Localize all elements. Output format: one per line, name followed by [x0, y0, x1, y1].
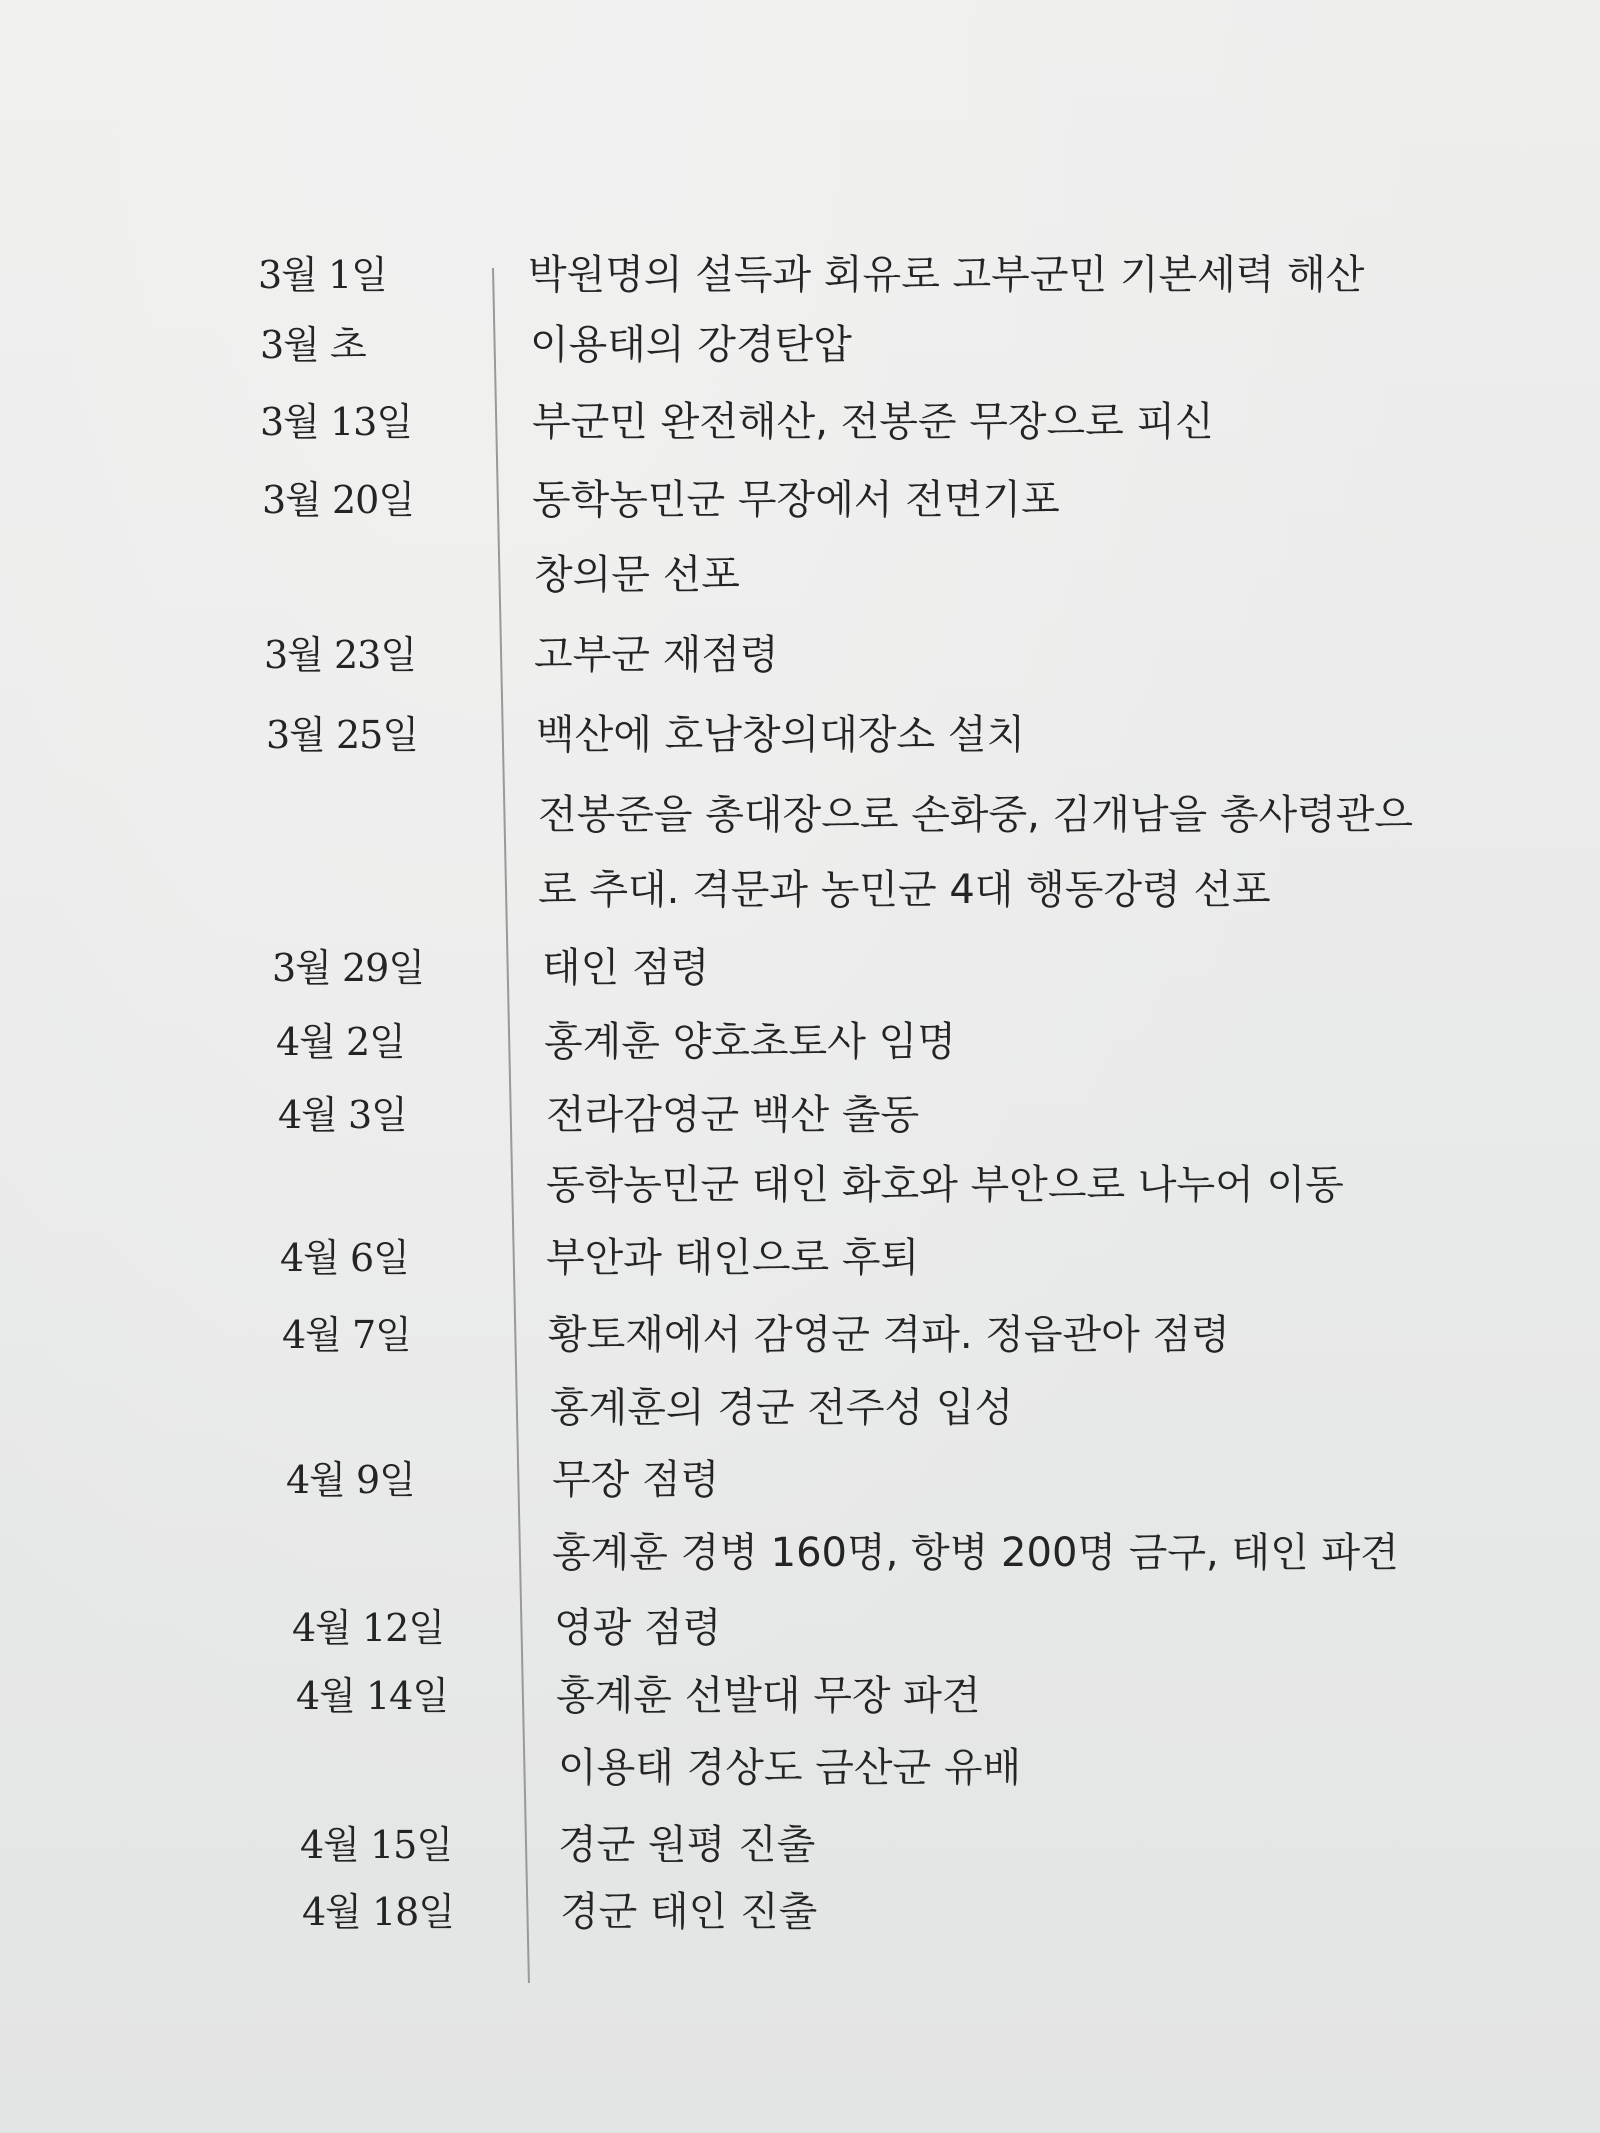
row-event: 영광 점령 — [554, 1605, 722, 1651]
row-date: 3월 초 — [260, 323, 366, 367]
timeline-row — [0, 785, 1600, 845]
timeline-row — [0, 245, 1600, 305]
row-event: 태인 점령 — [542, 945, 710, 991]
timeline-row — [0, 315, 1600, 375]
timeline-row — [0, 1815, 1600, 1875]
row-event: 무장 점령 — [552, 1457, 720, 1503]
row-date: 4월 2일 — [276, 1020, 405, 1064]
row-event: 홍계훈의 경군 전주성 입성 — [550, 1385, 1014, 1431]
row-event: 백산에 호남창의대장소 설치 — [536, 712, 1026, 758]
row-date: 3월 1일 — [258, 253, 387, 297]
timeline-row — [0, 1598, 1600, 1658]
row-date: 4월 6일 — [280, 1236, 409, 1280]
row-event: 홍계훈 양호초토사 임명 — [544, 1019, 956, 1065]
row-event: 전라감영군 백산 출동 — [546, 1092, 920, 1138]
row-event: 부군민 완전해산, 전봉준 무장으로 피신 — [532, 399, 1214, 445]
timeline-row — [0, 545, 1600, 605]
row-date: 3월 29일 — [272, 946, 425, 990]
row-event: 홍계훈 경병 160명, 항병 200명 금구, 태인 파견 — [552, 1530, 1399, 1576]
row-event: 동학농민군 태인 화호와 부안으로 나누어 이동 — [546, 1162, 1344, 1208]
timeline-row — [0, 1305, 1600, 1365]
row-date: 4월 12일 — [292, 1606, 445, 1650]
row-date: 4월 18일 — [302, 1890, 455, 1934]
row-event: 황토재에서 감영군 격파. 정읍관아 점령 — [548, 1312, 1230, 1358]
row-event: 경군 원평 진출 — [558, 1822, 816, 1868]
row-date: 3월 25일 — [266, 713, 419, 757]
row-date: 4월 9일 — [286, 1458, 415, 1502]
row-event: 창의문 선포 — [534, 552, 740, 598]
row-event: 고부군 재점령 — [534, 632, 779, 678]
row-event: 홍계훈 선발대 무장 파견 — [556, 1673, 981, 1719]
row-event: 전봉준을 총대장으로 손화중, 김개남을 총사령관으 — [538, 792, 1414, 838]
timeline-row — [0, 1882, 1600, 1942]
row-event: 박원명의 설득과 회유로 고부군민 기본세력 해산 — [528, 252, 1365, 298]
timeline-row — [0, 625, 1600, 685]
timeline-row — [0, 392, 1600, 452]
row-date: 4월 14일 — [296, 1674, 449, 1718]
row-event: 부안과 태인으로 후퇴 — [546, 1235, 920, 1281]
row-event: 이용태 경상도 금산군 유배 — [558, 1745, 1022, 1791]
timeline-row — [0, 1450, 1600, 1510]
row-date: 3월 20일 — [262, 478, 415, 522]
row-date: 4월 3일 — [278, 1093, 407, 1137]
row-event: 경군 태인 진출 — [560, 1889, 818, 1935]
timeline-row — [0, 705, 1600, 765]
timeline-row — [0, 938, 1600, 998]
row-date: 3월 13일 — [260, 400, 413, 444]
row-event: 이용태의 강경탄압 — [530, 322, 852, 368]
timeline-row — [0, 1228, 1600, 1288]
timeline-row — [0, 860, 1600, 920]
timeline-row — [0, 1085, 1600, 1145]
row-event: 로 추대. 격문과 농민군 4대 행동강령 선포 — [538, 867, 1271, 913]
timeline-row — [0, 470, 1600, 530]
row-event: 동학농민군 무장에서 전면기포 — [532, 477, 1060, 523]
row-date: 4월 15일 — [300, 1823, 453, 1867]
timeline-row — [0, 1378, 1600, 1438]
timeline-row — [0, 1738, 1600, 1798]
row-date: 4월 7일 — [282, 1313, 411, 1357]
timeline-row — [0, 1155, 1600, 1215]
timeline-row — [0, 1523, 1600, 1583]
row-date: 3월 23일 — [264, 633, 417, 677]
timeline-row — [0, 1666, 1600, 1726]
timeline-row — [0, 1012, 1600, 1072]
